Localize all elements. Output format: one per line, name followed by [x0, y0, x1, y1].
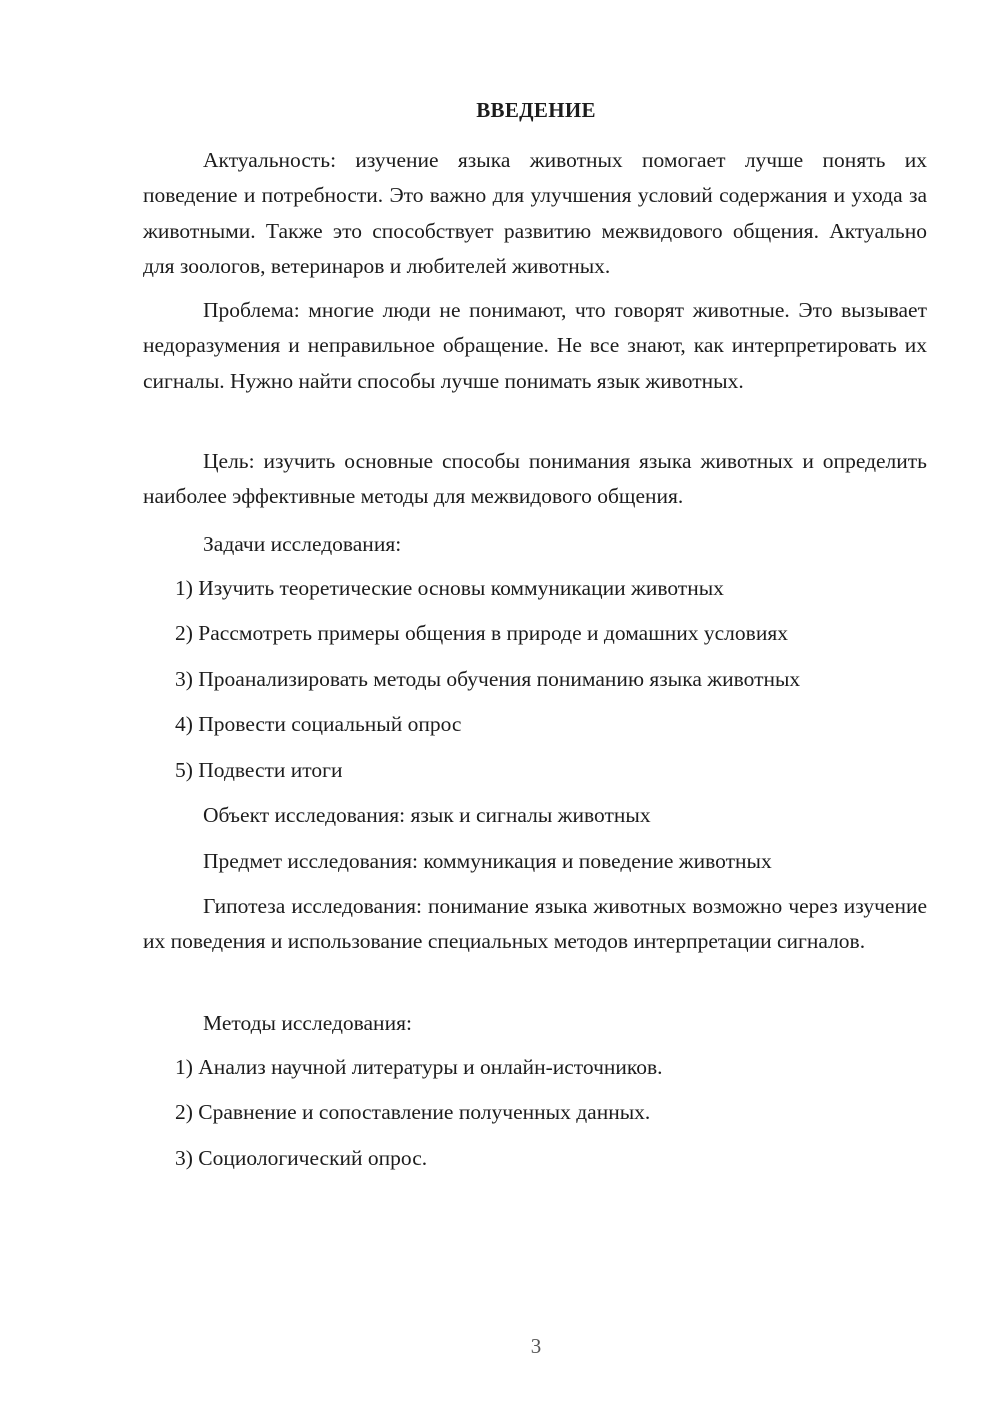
page-number: 3 — [530, 1334, 542, 1358]
method-item: 1) Анализ научной литературы и онлайн-источников. — [175, 1055, 663, 1079]
method-item: 3) Социологический опрос. — [175, 1146, 428, 1170]
tasks-heading: Задачи исследования: — [203, 532, 402, 556]
section-title: ВВЕДЕНИЕ — [476, 98, 596, 122]
hypothesis-paragraph: Гипотеза исследования: понимание языка животных возможно через изучение их поведения и использование специальных методов интерпретации сигналов. — [143, 894, 927, 954]
task-item: 5) Подвести итоги — [175, 758, 343, 782]
research-subject: Предмет исследования: коммуникация и поведение животных — [203, 849, 772, 873]
task-item: 3) Проанализировать методы обучения пониманию языка животных — [175, 667, 801, 691]
relevance-paragraph: Актуальность: изучение языка животных помогает лучше понять их поведение и потребности. Это важно для улучшения условий содержания и ухода за животными. Также это способствует развитию межвидового общения. Актуально для зоологов, ветеринаров и любителей животных. — [143, 148, 927, 278]
task-item: 1) Изучить теоретические основы коммуникации животных — [175, 576, 724, 600]
task-item: 4) Провести социальный опрос — [175, 712, 462, 736]
goal-paragraph: Цель: изучить основные способы понимания языка животных и определить наиболее эффективные методы для межвидового общения. — [143, 449, 927, 509]
research-object: Объект исследования: язык и сигналы животных — [203, 803, 651, 827]
task-item: 2) Рассмотреть примеры общения в природе и домашних условиях — [175, 621, 788, 645]
methods-heading: Методы исследования: — [203, 1011, 412, 1035]
method-item: 2) Сравнение и сопоставление полученных данных. — [175, 1100, 651, 1124]
problem-paragraph: Проблема: многие люди не понимают, что говорят животные. Это вызывает недоразумения и неправильное обращение. Не все знают, как интерпретировать их сигналы. Нужно найти способы лучше понимать язык животных. — [143, 298, 927, 393]
